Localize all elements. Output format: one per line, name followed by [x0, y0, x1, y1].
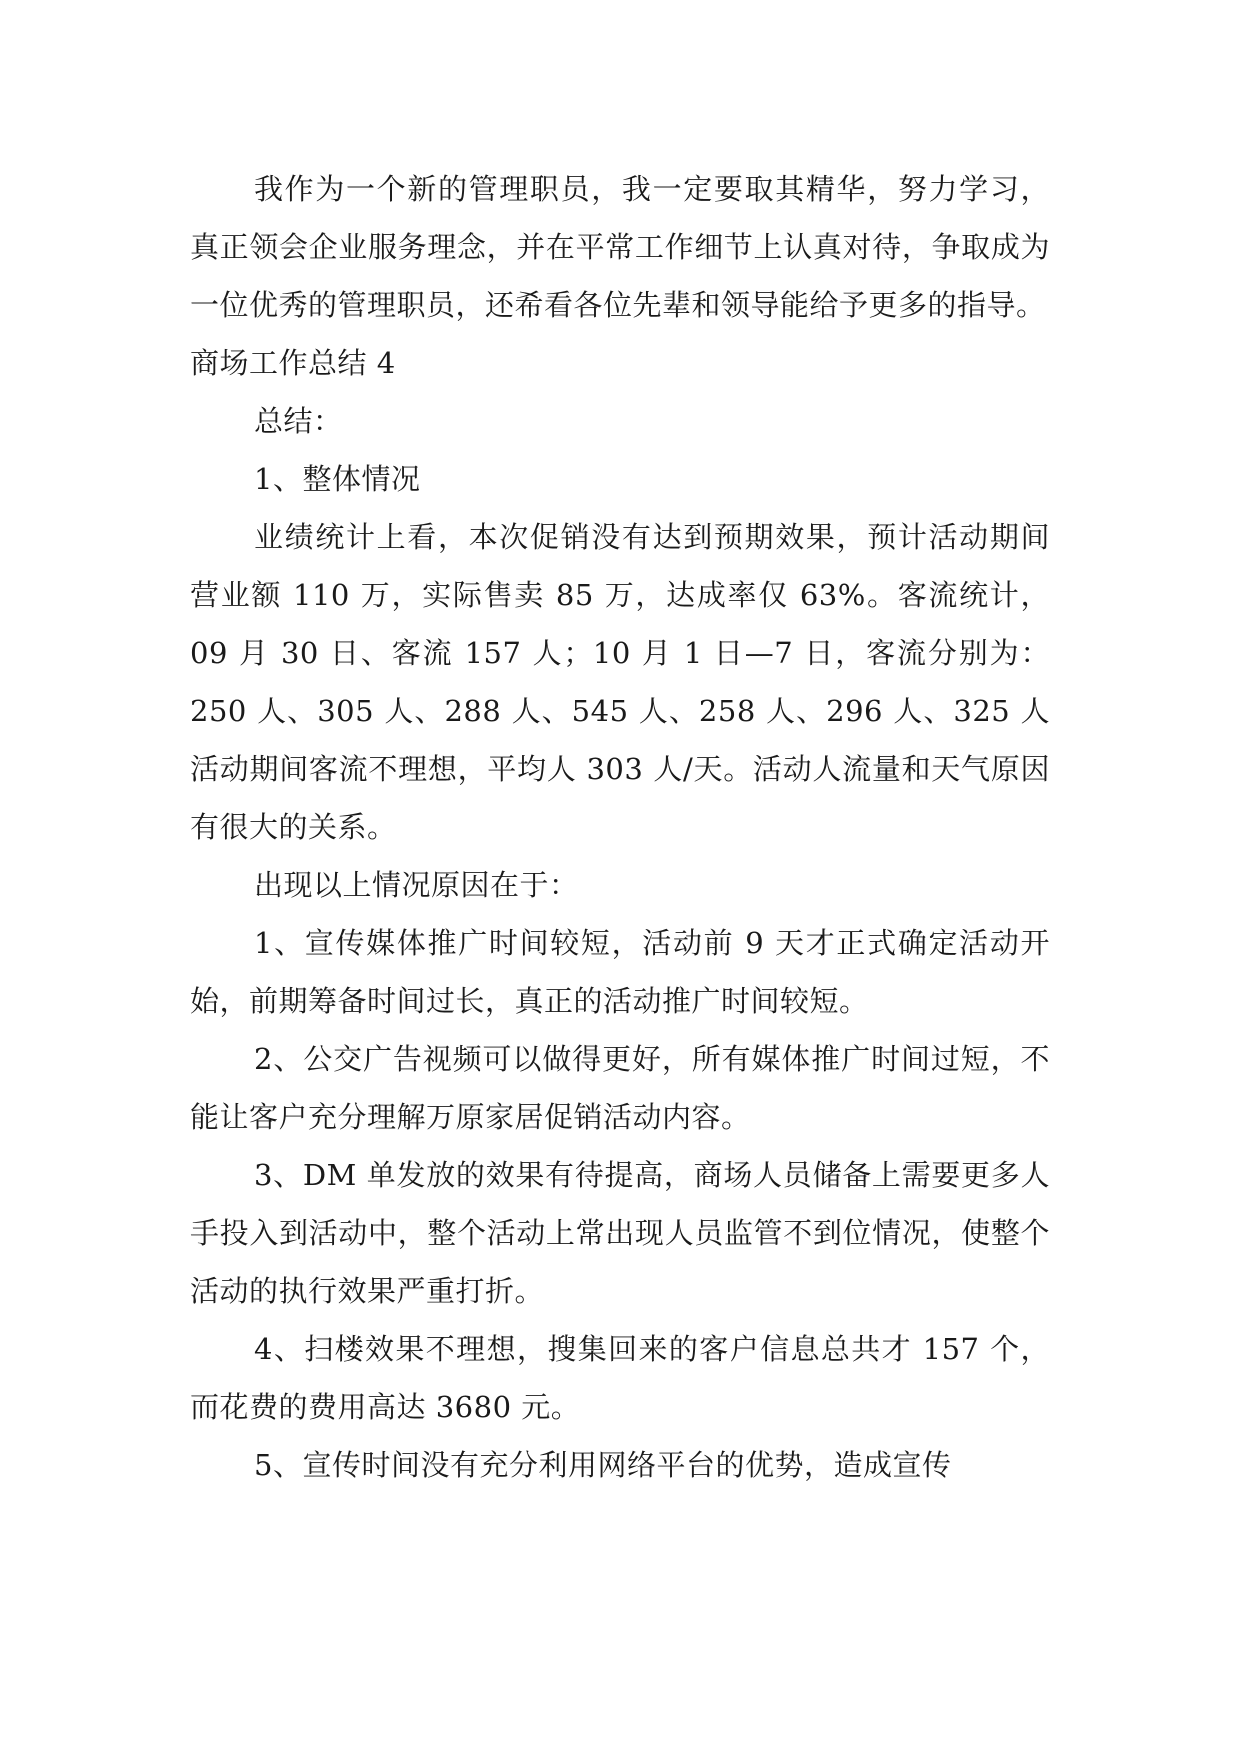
paragraph: 1、整体情况 — [254, 462, 421, 496]
paragraph: 2、公交广告视频可以做得更好，所有媒体推广时间过短，不能让客户充分理解万原家居促销活动内容。 — [190, 1042, 1050, 1134]
paragraph: 4、扫楼效果不理想，搜集回来的客户信息总共才 157 个，而花费的费用高达 3680 元。 — [190, 1332, 1050, 1424]
paragraph: 3、DM 单发放的效果有待提高，商场人员储备上需要更多人手投入到活动中，整个活动上常出现人员监管不到位情况，使整个活动的执行效果严重打折。 — [190, 1158, 1050, 1308]
paragraph: 出现以上情况原因在于： — [254, 868, 579, 902]
paragraph: 我作为一个新的管理职员，我一定要取其精华，努力学习，真正领会企业服务理念，并在平常工作细节上认真对待，争取成为一位优秀的管理职员，还希看各位先辈和领导能给予更多的指导。 — [190, 172, 1050, 322]
paragraph: 总结： — [254, 404, 343, 438]
paragraph: 业绩统计上看，本次促销没有达到预期效果，预计活动期间营业额 110 万，实际售卖 85 万，达成率仅 63%。客流统计，09 月 30 日、客流 157 人；10 月 1 日—7 日，客流分别为：250 人、305 人、288 人、545 人、258 人、296 人、325 人活动期间客流不理想，平均人 303 人/天。活动人流量和天气原因有很大的关系。 — [190, 520, 1050, 844]
paragraph: 5、宣传时间没有充分利用网络平台的优势，造成宣传 — [254, 1448, 952, 1482]
section-heading: 商场工作总结 4 — [190, 346, 396, 380]
paragraph: 1、宣传媒体推广时间较短，活动前 9 天才正式确定活动开始，前期筹备时间过长，真正的活动推广时间较短。 — [190, 926, 1050, 1018]
document-body — [190, 160, 1050, 1494]
